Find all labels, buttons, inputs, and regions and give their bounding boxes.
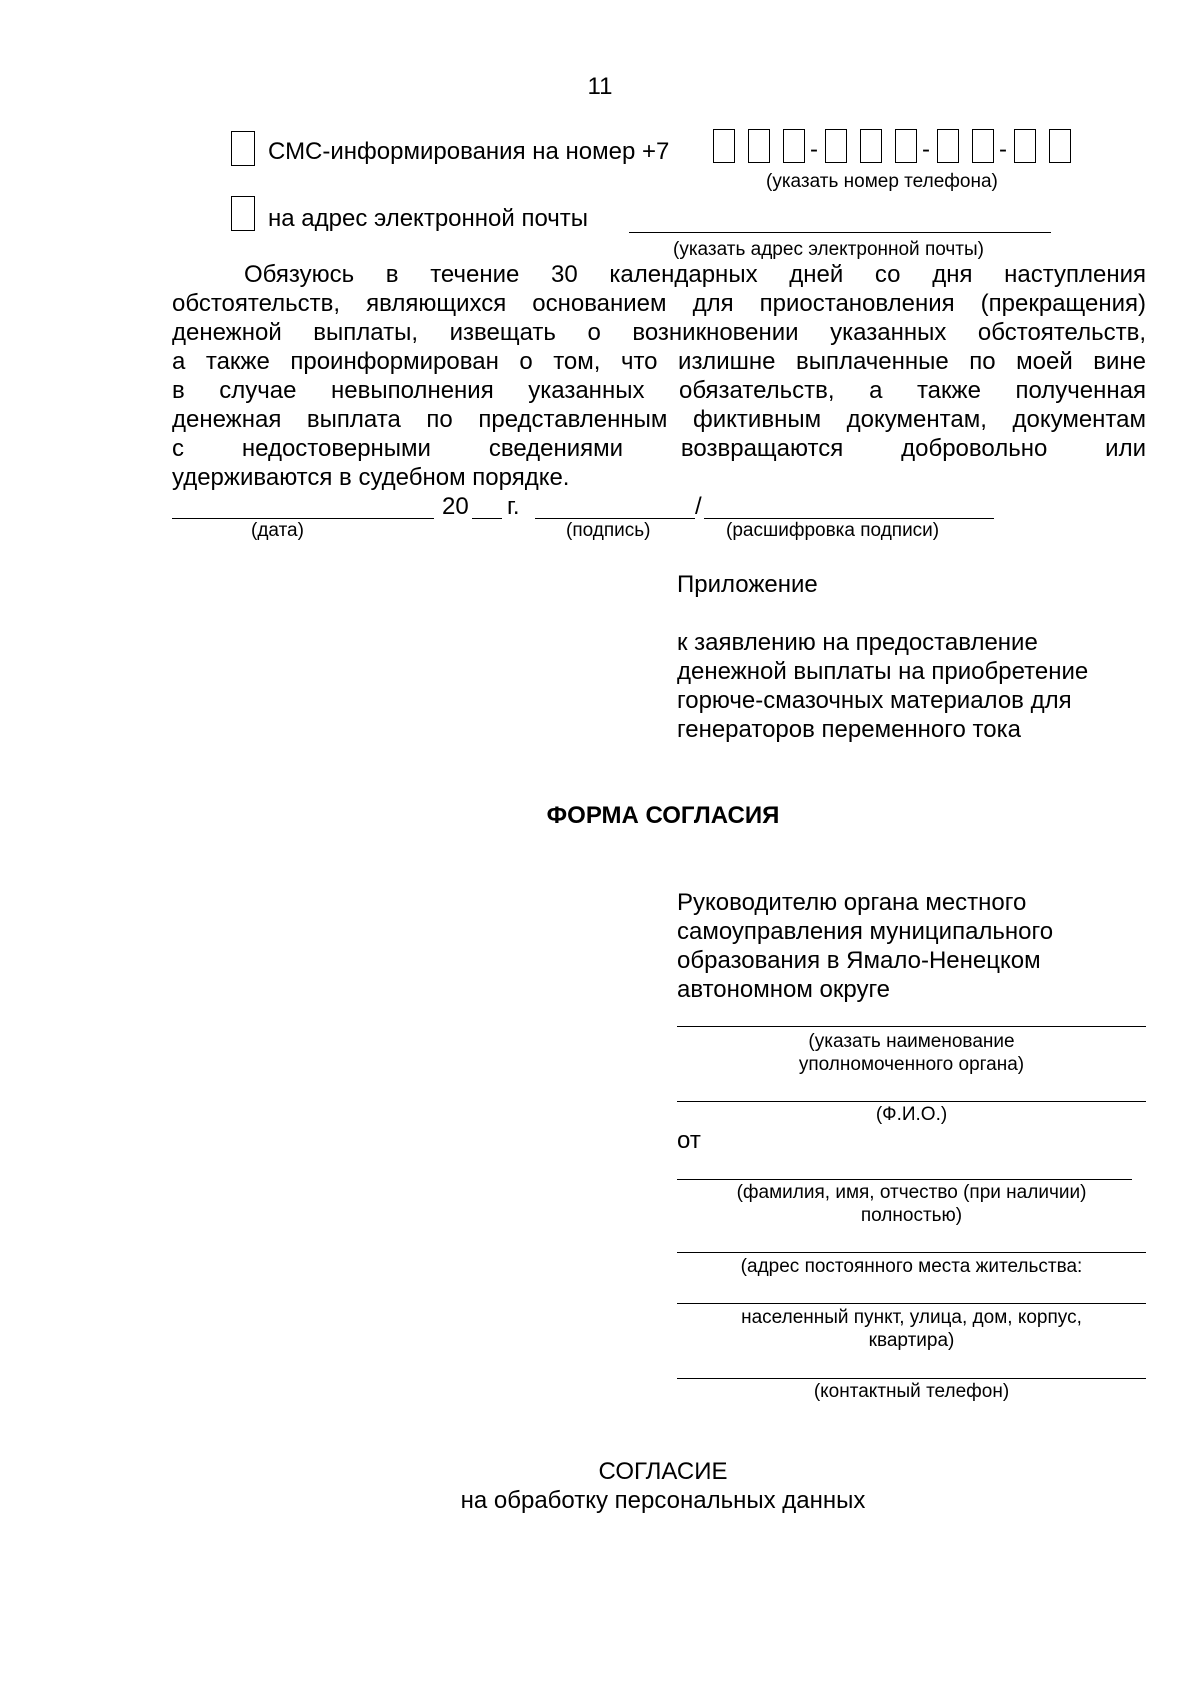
address-hint-continued (677, 1306, 1146, 1352)
org-name-line[interactable] (677, 1000, 1146, 1027)
address-line-1[interactable] (677, 1226, 1146, 1253)
phone-dash: - (999, 136, 1007, 163)
phone-digit-box[interactable] (825, 129, 847, 163)
date-hint: (дата) (251, 520, 304, 541)
phone-line[interactable] (677, 1352, 1146, 1379)
phone-digit-box[interactable] (783, 129, 805, 163)
obligation-paragraph (172, 260, 1146, 492)
appendix-line: к заявлению на предоставление (677, 629, 1038, 656)
addressee-line: Руководителю органа местного (677, 889, 1027, 916)
phone-hint: (указать номер телефона) (766, 171, 998, 192)
address-line-2[interactable] (677, 1277, 1146, 1304)
decode-hint: (расшифровка подписи) (726, 520, 940, 541)
consent-subtitle: на обработку персональных данных (460, 1487, 866, 1514)
obligation-line: удерживаются в судебном порядке. (172, 464, 570, 491)
applicant-hint-line: полностью) (860, 1205, 963, 1226)
phone-digit-box[interactable] (895, 129, 917, 163)
phone-digit-box[interactable] (972, 129, 994, 163)
addressee-line: автономном округе (677, 976, 891, 1003)
address-hint-line: населенный пункт, улица, дом, корпус, (741, 1307, 1082, 1328)
phone-digit-box[interactable] (713, 129, 735, 163)
org-hint-line: уполномоченного органа) (798, 1054, 1025, 1075)
appendix-text (677, 628, 1088, 744)
consent-title: СОГЛАСИЕ (598, 1458, 728, 1485)
sms-checkbox[interactable] (231, 131, 255, 166)
signature-decode-line[interactable] (704, 492, 994, 519)
email-label: на адрес электронной почты (268, 205, 589, 232)
email-checkbox[interactable] (231, 196, 255, 231)
page-number: 11 (587, 73, 613, 100)
obligation-line: денежная выплата по представленным фиктивным документам, документам (172, 406, 1146, 433)
year-suffix: г. (507, 493, 520, 520)
obligation-line: обстоятельств, являющихся основанием для приостановления (прекращения) (172, 290, 1146, 317)
appendix-title: Приложение (677, 571, 818, 598)
phone-dash: - (810, 136, 818, 163)
appendix-line: денежной выплаты на приобретение (677, 658, 1089, 685)
email-input-line[interactable] (629, 206, 1051, 233)
obligation-line: а также проинформирован о том, что излишне выплаченные по моей вине (172, 348, 1146, 375)
year-line[interactable] (472, 492, 502, 519)
addressee-line: самоуправления муниципального (677, 918, 1054, 945)
phone-digit-box[interactable] (860, 129, 882, 163)
phone-digit-box[interactable] (1049, 129, 1071, 163)
obligation-line: денежной выплаты, извещать о возникновении указанных обстоятельств, (172, 319, 1146, 346)
from-label: от (677, 1127, 701, 1154)
signature-line[interactable] (535, 492, 695, 519)
fio-hint: (Ф.И.О.) (875, 1104, 948, 1125)
appendix-line: генераторов переменного тока (677, 716, 1021, 743)
form-title: ФОРМА СОГЛАСИЯ (546, 802, 780, 829)
applicant-hint (677, 1181, 1146, 1227)
org-hint-line: (указать наименование (808, 1031, 1015, 1052)
obligation-line: в случае невыполнения указанных обязательств, а также полученная (172, 377, 1146, 404)
address-hint: (адрес постоянного места жительства: (740, 1256, 1083, 1277)
appendix-line: горюче-смазочных материалов для (677, 687, 1072, 714)
signature-slash: / (695, 493, 702, 520)
fio-line[interactable] (677, 1075, 1146, 1102)
phone-contact-hint: (контактный телефон) (813, 1381, 1010, 1402)
applicant-hint-line: (фамилия, имя, отчество (при наличии) (736, 1182, 1087, 1203)
date-line[interactable] (172, 492, 434, 519)
obligation-line: с недостоверными сведениями возвращаются добровольно или (172, 435, 1146, 462)
email-hint: (указать адрес электронной почты) (673, 239, 984, 260)
phone-digit-box[interactable] (1014, 129, 1036, 163)
applicant-name-line[interactable] (677, 1153, 1132, 1180)
phone-digit-box[interactable] (748, 129, 770, 163)
address-hint-line: квартира) (868, 1330, 955, 1351)
sms-label: СМС-информирования на номер +7 (268, 138, 670, 165)
addressee-line: образования в Ямало-Ненецком (677, 947, 1041, 974)
sign-hint: (подпись) (566, 520, 651, 541)
phone-digit-box[interactable] (937, 129, 959, 163)
org-hint (677, 1030, 1146, 1076)
phone-dash: - (922, 136, 930, 163)
year-prefix: 20 (442, 493, 469, 520)
addressee-text (677, 888, 1053, 1004)
obligation-line: Обязуюсь в течение 30 календарных дней со дня наступления (244, 261, 1146, 288)
